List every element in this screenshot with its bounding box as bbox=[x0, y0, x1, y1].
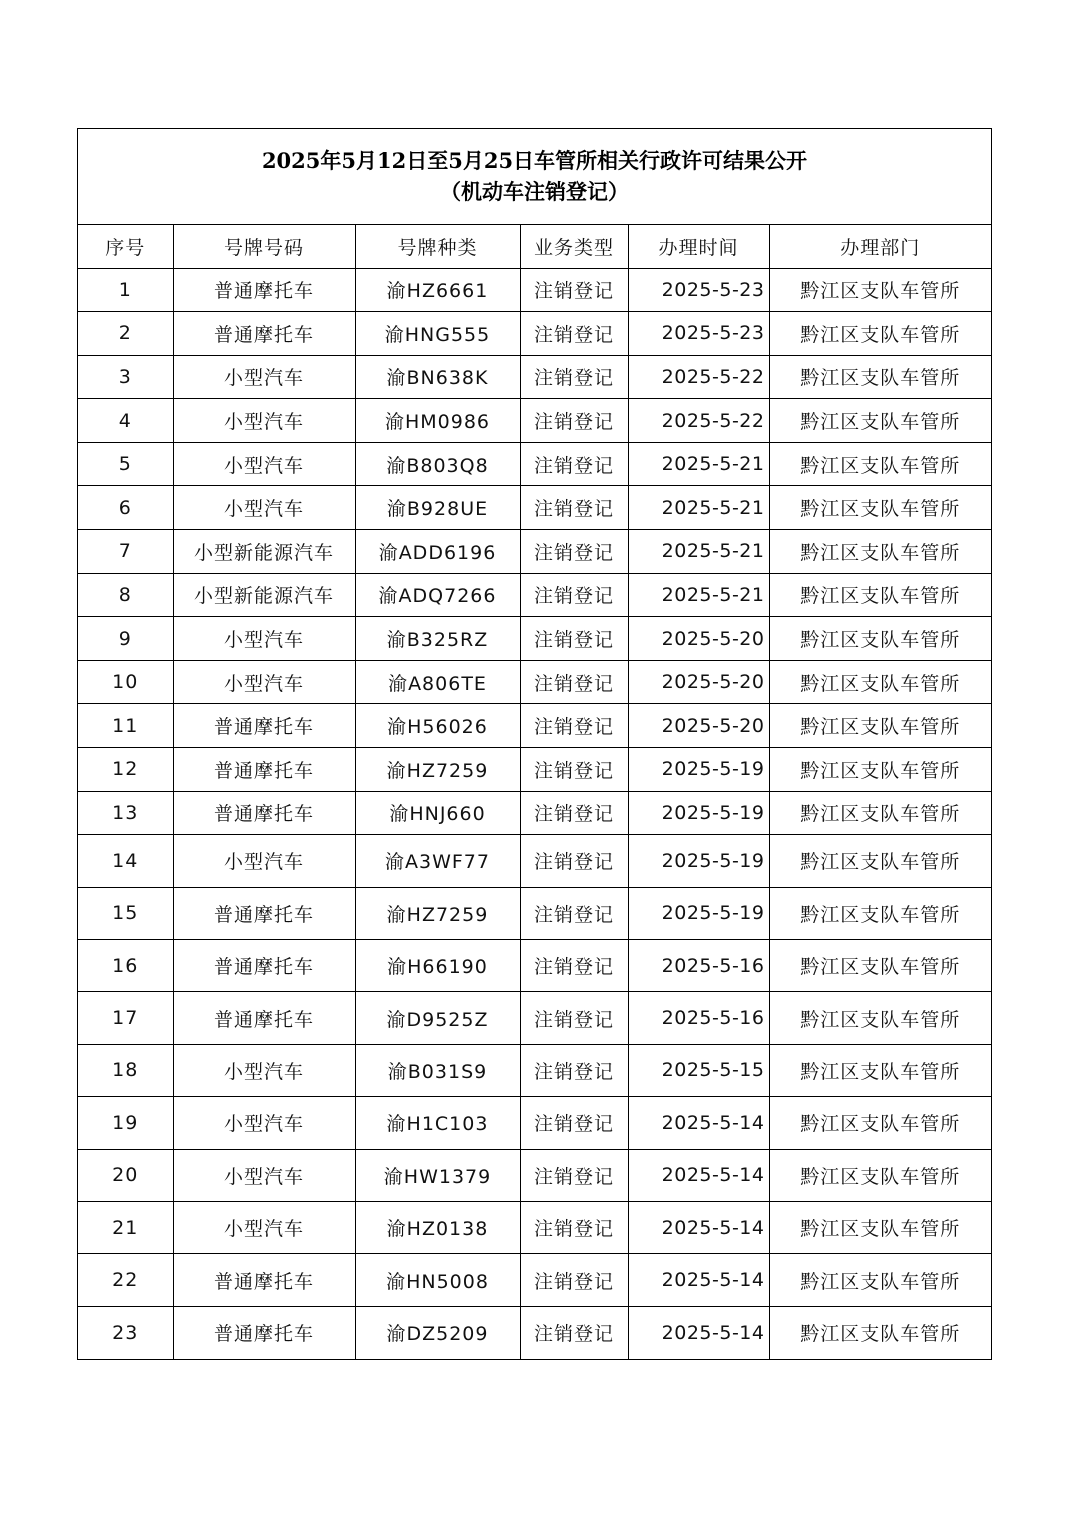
cell-business-type: 注销登记 bbox=[520, 1201, 628, 1253]
cell-department: 黔江区支队车管所 bbox=[769, 748, 991, 792]
cell-seq: 18 bbox=[78, 1044, 173, 1096]
cell-plate-number: 普通摩托车 bbox=[173, 992, 355, 1044]
cell-process-date: 2025-5-14 bbox=[628, 1201, 769, 1253]
cell-plate-number: 普通摩托车 bbox=[173, 312, 355, 356]
cell-business-type: 注销登记 bbox=[520, 617, 628, 661]
cell-department: 黔江区支队车管所 bbox=[769, 312, 991, 356]
table-row bbox=[78, 748, 991, 792]
cell-process-date: 2025-5-20 bbox=[628, 704, 769, 748]
cell-plate-type: 渝HNJ660 bbox=[355, 791, 520, 835]
cell-plate-number: 普通摩托车 bbox=[173, 748, 355, 792]
cell-plate-type: 渝ADD6196 bbox=[355, 530, 520, 574]
table-row bbox=[78, 573, 991, 617]
cell-department: 黔江区支队车管所 bbox=[769, 1149, 991, 1201]
cell-process-date: 2025-5-21 bbox=[628, 530, 769, 574]
cell-plate-number: 小型汽车 bbox=[173, 835, 355, 887]
cell-department: 黔江区支队车管所 bbox=[769, 1044, 991, 1096]
cell-seq: 15 bbox=[78, 887, 173, 939]
cell-plate-type: 渝B803Q8 bbox=[355, 442, 520, 486]
cell-business-type: 注销登记 bbox=[520, 835, 628, 887]
cell-business-type: 注销登记 bbox=[520, 312, 628, 356]
cell-business-type: 注销登记 bbox=[520, 1306, 628, 1358]
cell-department: 黔江区支队车管所 bbox=[769, 442, 991, 486]
cell-seq: 7 bbox=[78, 530, 173, 574]
cell-plate-number: 小型汽车 bbox=[173, 1149, 355, 1201]
cell-seq: 5 bbox=[78, 442, 173, 486]
table-row bbox=[78, 1306, 991, 1358]
cell-plate-type: 渝HZ7259 bbox=[355, 887, 520, 939]
cell-business-type: 注销登记 bbox=[520, 399, 628, 443]
cell-department: 黔江区支队车管所 bbox=[769, 791, 991, 835]
cell-process-date: 2025-5-14 bbox=[628, 1097, 769, 1149]
cell-plate-number: 小型汽车 bbox=[173, 1201, 355, 1253]
cell-department: 黔江区支队车管所 bbox=[769, 573, 991, 617]
cell-department: 黔江区支队车管所 bbox=[769, 940, 991, 992]
cell-department: 黔江区支队车管所 bbox=[769, 530, 991, 574]
cell-process-date: 2025-5-15 bbox=[628, 1044, 769, 1096]
table-row bbox=[78, 940, 991, 992]
cell-plate-type: 渝H56026 bbox=[355, 704, 520, 748]
cell-department: 黔江区支队车管所 bbox=[769, 1254, 991, 1306]
cell-seq: 3 bbox=[78, 355, 173, 399]
cell-seq: 6 bbox=[78, 486, 173, 530]
table-row bbox=[78, 1201, 991, 1253]
cell-business-type: 注销登记 bbox=[520, 355, 628, 399]
cell-process-date: 2025-5-21 bbox=[628, 486, 769, 530]
cell-plate-number: 小型汽车 bbox=[173, 617, 355, 661]
cell-business-type: 注销登记 bbox=[520, 530, 628, 574]
cell-business-type: 注销登记 bbox=[520, 268, 628, 312]
cell-plate-type: 渝HN5008 bbox=[355, 1254, 520, 1306]
table-row bbox=[78, 1149, 991, 1201]
cell-seq: 13 bbox=[78, 791, 173, 835]
cell-plate-type: 渝DZ5209 bbox=[355, 1306, 520, 1358]
cell-business-type: 注销登记 bbox=[520, 442, 628, 486]
cell-plate-type: 渝BN638K bbox=[355, 355, 520, 399]
cell-seq: 10 bbox=[78, 660, 173, 704]
cell-business-type: 注销登记 bbox=[520, 940, 628, 992]
cell-plate-type: 渝ADQ7266 bbox=[355, 573, 520, 617]
cell-plate-number: 普通摩托车 bbox=[173, 268, 355, 312]
cell-process-date: 2025-5-22 bbox=[628, 355, 769, 399]
header-department: 办理部门 bbox=[769, 225, 991, 268]
cell-process-date: 2025-5-20 bbox=[628, 617, 769, 661]
cell-business-type: 注销登记 bbox=[520, 486, 628, 530]
cell-plate-number: 小型汽车 bbox=[173, 486, 355, 530]
cell-plate-number: 普通摩托车 bbox=[173, 1254, 355, 1306]
cell-seq: 21 bbox=[78, 1201, 173, 1253]
cell-seq: 2 bbox=[78, 312, 173, 356]
document-sheet bbox=[77, 128, 992, 1360]
cell-business-type: 注销登记 bbox=[520, 573, 628, 617]
cell-department: 黔江区支队车管所 bbox=[769, 617, 991, 661]
cell-plate-type: 渝B928UE bbox=[355, 486, 520, 530]
table-row bbox=[78, 660, 991, 704]
table-row bbox=[78, 791, 991, 835]
header-seq: 序号 bbox=[78, 225, 173, 268]
cell-plate-number: 普通摩托车 bbox=[173, 887, 355, 939]
header-row bbox=[78, 225, 991, 268]
cell-process-date: 2025-5-19 bbox=[628, 748, 769, 792]
deregistration-table bbox=[78, 225, 991, 1359]
cell-plate-number: 小型汽车 bbox=[173, 1044, 355, 1096]
table-row bbox=[78, 1254, 991, 1306]
cell-department: 黔江区支队车管所 bbox=[769, 1201, 991, 1253]
table-row bbox=[78, 355, 991, 399]
header-process-date: 办理时间 bbox=[628, 225, 769, 268]
cell-process-date: 2025-5-22 bbox=[628, 399, 769, 443]
cell-process-date: 2025-5-20 bbox=[628, 660, 769, 704]
header-business-type: 业务类型 bbox=[520, 225, 628, 268]
cell-plate-type: 渝B031S9 bbox=[355, 1044, 520, 1096]
cell-plate-number: 普通摩托车 bbox=[173, 940, 355, 992]
cell-seq: 17 bbox=[78, 992, 173, 1044]
cell-process-date: 2025-5-19 bbox=[628, 791, 769, 835]
cell-process-date: 2025-5-16 bbox=[628, 992, 769, 1044]
cell-seq: 20 bbox=[78, 1149, 173, 1201]
cell-plate-type: 渝HW1379 bbox=[355, 1149, 520, 1201]
cell-seq: 22 bbox=[78, 1254, 173, 1306]
table-row bbox=[78, 835, 991, 887]
cell-business-type: 注销登记 bbox=[520, 992, 628, 1044]
cell-plate-type: 渝B325RZ bbox=[355, 617, 520, 661]
cell-department: 黔江区支队车管所 bbox=[769, 992, 991, 1044]
header-plate-type: 号牌种类 bbox=[355, 225, 520, 268]
header-plate-number: 号牌号码 bbox=[173, 225, 355, 268]
cell-department: 黔江区支队车管所 bbox=[769, 355, 991, 399]
cell-seq: 4 bbox=[78, 399, 173, 443]
cell-business-type: 注销登记 bbox=[520, 887, 628, 939]
cell-process-date: 2025-5-19 bbox=[628, 835, 769, 887]
table-row bbox=[78, 1044, 991, 1096]
cell-plate-number: 普通摩托车 bbox=[173, 791, 355, 835]
cell-seq: 1 bbox=[78, 268, 173, 312]
cell-plate-number: 小型汽车 bbox=[173, 399, 355, 443]
table-row bbox=[78, 1097, 991, 1149]
cell-department: 黔江区支队车管所 bbox=[769, 835, 991, 887]
cell-plate-type: 渝HZ6661 bbox=[355, 268, 520, 312]
cell-plate-number: 普通摩托车 bbox=[173, 1306, 355, 1358]
table-row bbox=[78, 992, 991, 1044]
cell-plate-type: 渝HNG555 bbox=[355, 312, 520, 356]
cell-process-date: 2025-5-14 bbox=[628, 1254, 769, 1306]
cell-plate-type: 渝H66190 bbox=[355, 940, 520, 992]
cell-business-type: 注销登记 bbox=[520, 660, 628, 704]
cell-seq: 11 bbox=[78, 704, 173, 748]
cell-seq: 23 bbox=[78, 1306, 173, 1358]
cell-business-type: 注销登记 bbox=[520, 704, 628, 748]
cell-process-date: 2025-5-23 bbox=[628, 268, 769, 312]
title-block bbox=[78, 129, 991, 225]
cell-plate-number: 小型汽车 bbox=[173, 442, 355, 486]
table-row bbox=[78, 530, 991, 574]
cell-plate-type: 渝D9525Z bbox=[355, 992, 520, 1044]
cell-seq: 14 bbox=[78, 835, 173, 887]
cell-business-type: 注销登记 bbox=[520, 1097, 628, 1149]
cell-department: 黔江区支队车管所 bbox=[769, 887, 991, 939]
cell-business-type: 注销登记 bbox=[520, 1044, 628, 1096]
cell-plate-type: 渝HM0986 bbox=[355, 399, 520, 443]
cell-plate-number: 小型汽车 bbox=[173, 1097, 355, 1149]
cell-business-type: 注销登记 bbox=[520, 791, 628, 835]
cell-seq: 12 bbox=[78, 748, 173, 792]
cell-department: 黔江区支队车管所 bbox=[769, 268, 991, 312]
table-row bbox=[78, 617, 991, 661]
cell-department: 黔江区支队车管所 bbox=[769, 704, 991, 748]
cell-seq: 8 bbox=[78, 573, 173, 617]
cell-plate-number: 普通摩托车 bbox=[173, 704, 355, 748]
cell-seq: 9 bbox=[78, 617, 173, 661]
cell-department: 黔江区支队车管所 bbox=[769, 1097, 991, 1149]
cell-plate-number: 小型汽车 bbox=[173, 660, 355, 704]
cell-plate-number: 小型汽车 bbox=[173, 355, 355, 399]
cell-plate-type: 渝HZ0138 bbox=[355, 1201, 520, 1253]
cell-plate-type: 渝HZ7259 bbox=[355, 748, 520, 792]
cell-plate-number: 小型新能源汽车 bbox=[173, 573, 355, 617]
cell-department: 黔江区支队车管所 bbox=[769, 399, 991, 443]
table-row bbox=[78, 312, 991, 356]
cell-process-date: 2025-5-21 bbox=[628, 442, 769, 486]
cell-department: 黔江区支队车管所 bbox=[769, 660, 991, 704]
cell-process-date: 2025-5-14 bbox=[628, 1306, 769, 1358]
cell-process-date: 2025-5-14 bbox=[628, 1149, 769, 1201]
table-row bbox=[78, 887, 991, 939]
cell-process-date: 2025-5-19 bbox=[628, 887, 769, 939]
cell-plate-type: 渝A3WF77 bbox=[355, 835, 520, 887]
cell-department: 黔江区支队车管所 bbox=[800, 1323, 961, 1346]
cell-process-date: 2025-5-21 bbox=[628, 573, 769, 617]
table-row bbox=[78, 442, 991, 486]
cell-seq: 16 bbox=[78, 940, 173, 992]
cell-plate-type: 渝A806TE bbox=[355, 660, 520, 704]
document-title: 2025年5月12日至5月25日车管所相关行政许可结果公开 bbox=[261, 148, 808, 173]
cell-process-date: 2025-5-16 bbox=[628, 940, 769, 992]
cell-business-type: 注销登记 bbox=[520, 748, 628, 792]
document-subtitle: （机动车注销登记） bbox=[440, 179, 629, 204]
table-row bbox=[78, 399, 991, 443]
cell-process-date: 2025-5-23 bbox=[628, 312, 769, 356]
cell-plate-number: 小型新能源汽车 bbox=[173, 530, 355, 574]
cell-seq: 19 bbox=[78, 1097, 173, 1149]
table-row bbox=[78, 704, 991, 748]
table-row bbox=[78, 486, 991, 530]
cell-business-type: 注销登记 bbox=[520, 1149, 628, 1201]
table-row bbox=[78, 268, 991, 312]
cell-business-type: 注销登记 bbox=[520, 1254, 628, 1306]
cell-plate-type: 渝H1C103 bbox=[355, 1097, 520, 1149]
cell-department: 黔江区支队车管所 bbox=[769, 486, 991, 530]
